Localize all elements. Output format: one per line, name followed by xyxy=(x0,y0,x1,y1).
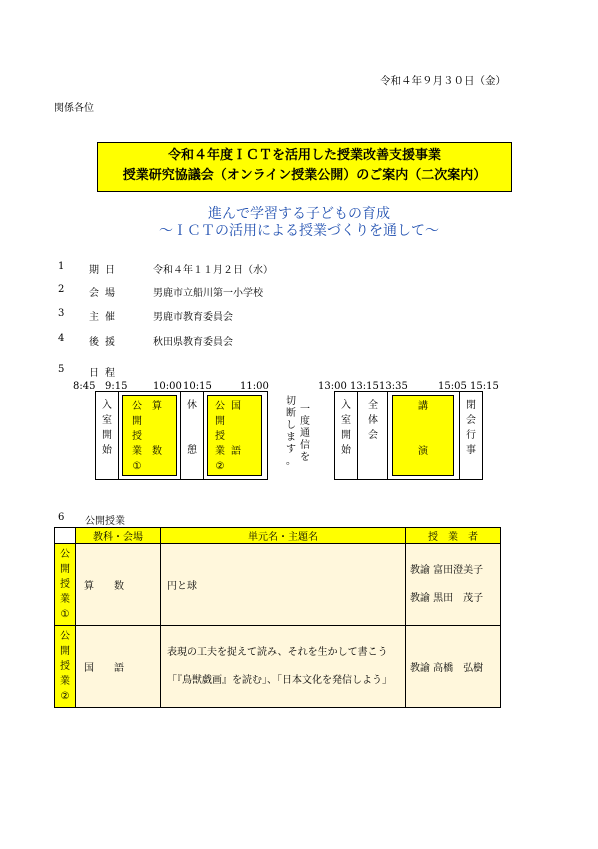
time-label: 13:35 xyxy=(379,381,408,392)
row-subject: 算 数 xyxy=(76,544,161,626)
block-lesson-1: 公 開 授 業 ① 算 数 xyxy=(122,395,177,476)
item-supporter xyxy=(58,333,458,347)
recipients: 関係各位 xyxy=(54,103,94,114)
note-column-2: 切 断 し ま す 。 xyxy=(286,396,296,467)
note-column-1: 一 度 通 信 を xyxy=(300,404,310,463)
item-label: 主催 xyxy=(89,312,121,323)
schedule-afternoon xyxy=(334,391,483,480)
header-teacher: 授 業 者 xyxy=(406,528,501,544)
lessons-heading xyxy=(58,512,258,526)
item-num: 4 xyxy=(58,333,65,344)
row-subject: 国 語 xyxy=(76,626,161,708)
row-teachers: 教諭 高橋 弘樹 xyxy=(406,626,501,708)
row-teachers: 教諭 富田澄美子 教諭 黒田 茂子 xyxy=(406,544,501,626)
item-value: 令和４年１１月２日（水） xyxy=(153,265,273,276)
block-break: 休 憩 xyxy=(187,400,197,456)
schedule-label: 日程 xyxy=(89,368,121,379)
item-date xyxy=(58,261,458,275)
schedule-num: 5 xyxy=(58,364,65,375)
title-box xyxy=(97,142,512,192)
item-num: 2 xyxy=(58,284,65,295)
table-row xyxy=(55,626,501,708)
item-venue xyxy=(58,284,458,298)
time-label: 10:00 xyxy=(153,381,182,392)
time-label: 10:15 xyxy=(183,381,212,392)
row-unit: 円と球 xyxy=(161,544,406,626)
header-unit: 単元名・主題名 xyxy=(161,528,406,544)
block-plenary: 全 体 会 xyxy=(368,400,378,441)
block-lecture: 講 演 xyxy=(392,395,454,476)
schedule-heading xyxy=(58,364,258,378)
title-line-2: 授業研究協議会（オンライン授業公開）のご案内（二次案内） xyxy=(122,168,487,183)
theme-line-1: 進んで学習する子どもの育成 xyxy=(208,206,390,222)
row-label: 公 開 授 業 ① xyxy=(55,544,76,626)
time-label: 9:15 xyxy=(105,381,128,392)
time-label: 8:45 xyxy=(73,381,96,392)
item-label: 後援 xyxy=(89,337,121,348)
block-closing: 閉 会 行 事 xyxy=(466,400,476,456)
table-row xyxy=(55,544,501,626)
row-label: 公 開 授 業 ② xyxy=(55,626,76,708)
item-value: 男鹿市教育委員会 xyxy=(153,312,233,323)
item-organizer xyxy=(58,308,458,322)
block-lesson-2: 公 開 授 業 ② 国 語 xyxy=(207,395,262,476)
title-line-1: 令和４年度ＩＣＴを活用した授業改善支援事業 xyxy=(167,148,441,163)
item-value: 秋田県教育委員会 xyxy=(153,337,233,348)
item-label: 会場 xyxy=(89,288,121,299)
lessons-table xyxy=(54,527,501,708)
item-num: 1 xyxy=(58,261,65,272)
row-unit: 表現の工夫を捉えて読み、それを生かして書こう 「『鳥獣戯画』を読む」、「日本文化を発信しよう」 xyxy=(161,626,406,708)
block-entry-1: 入 室 開 始 xyxy=(102,400,112,456)
item-num: 3 xyxy=(58,308,65,319)
theme-line-2: ～ＩＣＴの活用による授業づくりを通して～ xyxy=(159,223,439,239)
header-subject: 教科・会場 xyxy=(76,528,161,544)
time-label: 11:00 xyxy=(240,381,269,392)
time-label: 13:00 xyxy=(318,381,347,392)
lessons-title: 公開授業 xyxy=(85,516,125,527)
time-label: 15:15 xyxy=(470,381,499,392)
time-label: 15:05 xyxy=(438,381,467,392)
document-date: 令和４年９月３０日（金） xyxy=(380,75,506,87)
block-entry-2: 入 室 開 始 xyxy=(341,400,351,456)
table-header-row xyxy=(55,528,501,544)
item-value: 男鹿市立船川第一小学校 xyxy=(153,288,263,299)
schedule-morning xyxy=(95,391,268,480)
time-label: 13:15 xyxy=(350,381,379,392)
item-label: 期日 xyxy=(89,265,121,276)
lessons-num: 6 xyxy=(58,512,65,523)
